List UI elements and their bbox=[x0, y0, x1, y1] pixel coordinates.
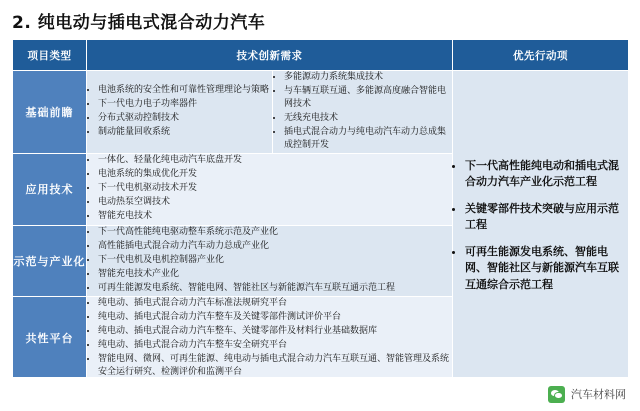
list-item: • 纯电动、插电式混合动力汽车整车安全研究平台 bbox=[98, 339, 452, 352]
priority-actions-cell bbox=[453, 71, 629, 381]
category-common-platform: 共性平台 bbox=[13, 296, 87, 380]
list-item: • 可再生能源发电系统、智能电网、智能社区与新能源汽车互联互通示范工程 bbox=[98, 282, 452, 295]
category-demo-industrialization: 示范与产业化 bbox=[13, 225, 87, 296]
priority-item: • 关键零部件技术突破与应用示范工程 bbox=[465, 201, 628, 234]
list-item: • 下一代电力电子功率器件 bbox=[98, 98, 272, 111]
list-item: • 无线充电技术 bbox=[284, 112, 452, 125]
header-priority-actions: 优先行动项 bbox=[453, 40, 629, 71]
needs-cell-basic-left bbox=[87, 71, 273, 154]
header-project-type: 项目类型 bbox=[13, 40, 87, 71]
list-item: • 与车辆互联互通、多能源高度融合智能电网技术 bbox=[284, 85, 452, 111]
list-item: • 纯电动、插电式混合动力汽车整车及关键零部件测试评价平台 bbox=[98, 311, 452, 324]
table-row bbox=[13, 71, 629, 154]
table-header-row bbox=[13, 40, 629, 71]
footer-bar bbox=[0, 377, 640, 411]
list-item: • 插电式混合动力与纯电动汽车动力总成集成控制开发 bbox=[284, 126, 452, 152]
priority-item: • 可再生能源发电系统、智能电网、智能社区与新能源汽车互联互通综合示范工程 bbox=[465, 244, 628, 294]
list-item: • 电池系统的安全性和可靠性管理理论与策略 bbox=[98, 84, 272, 97]
list-item: • 纯电动、插电式混合动力汽车整车、关键零部件及材料行业基础数据库 bbox=[98, 325, 452, 338]
wechat-badge bbox=[548, 386, 626, 403]
needs-cell-basic-right bbox=[273, 71, 453, 154]
wechat-icon bbox=[548, 386, 565, 403]
list-item: • 制动能量回收系统 bbox=[98, 126, 272, 139]
list-item: • 多能源动力系统集成技术 bbox=[284, 71, 452, 84]
list-item: • 下一代高性能纯电驱动整车系统示范及产业化 bbox=[98, 226, 452, 239]
list-item: • 智能充电技术产业化 bbox=[98, 268, 452, 281]
list-item: • 一体化、轻量化纯电动汽车底盘开发 bbox=[98, 154, 452, 167]
list-item: • 智能充电技术 bbox=[98, 210, 452, 223]
category-applied-tech: 应用技术 bbox=[13, 154, 87, 225]
wechat-account-name: 汽车材料网 bbox=[571, 388, 626, 401]
needs-cell-demo bbox=[87, 225, 453, 296]
priority-item: • 下一代高性能纯电动和插电式混合动力汽车产业化示范工程 bbox=[465, 158, 628, 191]
needs-cell-applied bbox=[87, 154, 453, 225]
list-item: • 高性能插电式混合动力汽车动力总成产业化 bbox=[98, 240, 452, 253]
table-container bbox=[0, 39, 640, 381]
header-tech-needs: 技术创新需求 bbox=[87, 40, 453, 71]
list-item: • 下一代电机驱动技术开发 bbox=[98, 182, 452, 195]
list-item: • 分布式驱动控制技术 bbox=[98, 112, 272, 125]
list-item: • 下一代电机及电机控制器产业化 bbox=[98, 254, 452, 267]
needs-cell-platform bbox=[87, 296, 453, 380]
list-item: • 电动热泵空调技术 bbox=[98, 196, 452, 209]
list-item: • 纯电动、插电式混合动力汽车标准法规研究平台 bbox=[98, 297, 452, 310]
page-title: 2. 纯电动与插电式混合动力汽车 bbox=[12, 13, 266, 33]
category-basic-foresight: 基础前瞻 bbox=[13, 71, 87, 154]
list-item: • 智能电网、微网、可再生能源、纯电动与插电式混合动力汽车互联互通、智能管理及系统安全运行研究、检测评价和监测平台 bbox=[98, 353, 452, 379]
innovation-matrix-table bbox=[12, 39, 629, 381]
list-item: • 电池系统的集成优化开发 bbox=[98, 168, 452, 181]
